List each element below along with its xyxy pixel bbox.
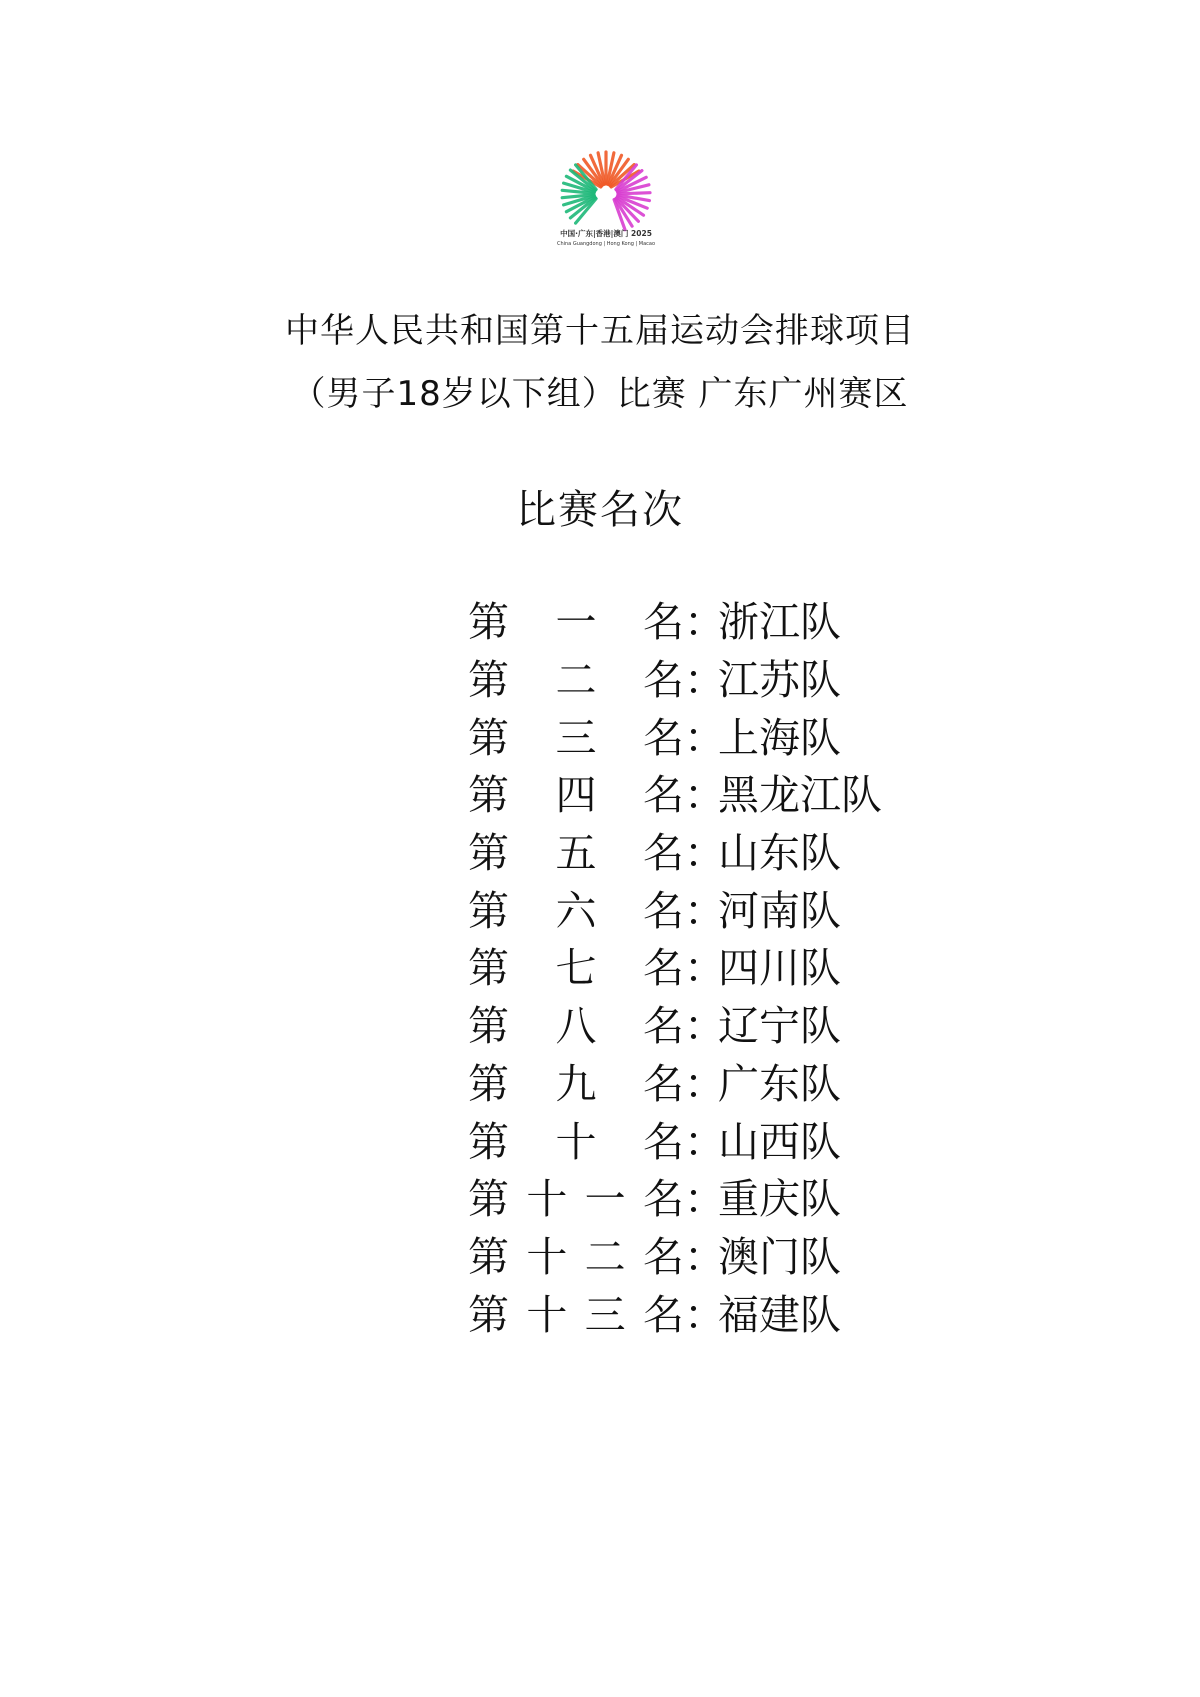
rank-separator: ： [684,944,725,993]
rank-separator: ： [684,886,725,935]
rank-team: 上海队 [718,713,841,762]
rank-label: 第十一名 [468,1175,684,1224]
rank-label: 第三名 [468,713,684,762]
rank-team: 重庆队 [718,1175,841,1224]
rank-label: 第七名 [468,944,684,993]
document-title-line-2: （男子18岁以下组）比赛 广东广州赛区 [291,374,909,414]
rank-team: 山东队 [718,829,841,878]
ranking-row [468,590,948,648]
rank-label: 第四名 [468,771,684,820]
rank-label: 第二名 [468,656,684,705]
rank-team: 辽宁队 [718,1002,841,1051]
rank-team: 澳门队 [718,1232,841,1281]
ranking-list [468,590,948,1340]
ranking-row [468,648,948,706]
rank-separator: ： [684,1059,725,1108]
rank-team: 广东队 [718,1059,841,1108]
rank-label: 第十三名 [468,1290,684,1339]
ranking-row [468,878,948,936]
rank-team: 河南队 [718,886,841,935]
rank-separator: ： [684,713,725,762]
logo-caption-cn: 中国·广东|香港|澳门 2025 [560,229,652,238]
rank-team: 四川队 [718,944,841,993]
rank-separator: ： [684,1232,725,1281]
ranking-row [468,1225,948,1283]
rank-team: 黑龙江队 [718,771,882,820]
rank-separator: ： [684,771,725,820]
rank-separator: ： [684,1117,725,1166]
rank-team: 江苏队 [718,656,841,705]
rank-team: 山西队 [718,1117,841,1166]
rank-separator: ： [684,656,725,705]
ranking-row [468,821,948,879]
rank-team: 浙江队 [718,598,841,647]
ranking-row [468,1109,948,1167]
ranking-row [468,705,948,763]
rank-label: 第九名 [468,1059,684,1108]
ranking-row [468,763,948,821]
logo-ray [618,193,650,194]
rank-separator: ： [684,829,725,878]
rank-label: 第一名 [468,598,684,647]
rank-label: 第十二名 [468,1232,684,1281]
ranking-row [468,936,948,994]
rank-label: 第五名 [468,829,684,878]
rank-separator: ： [684,1002,725,1051]
rank-team: 福建队 [718,1290,841,1339]
ranking-row [468,994,948,1052]
ranking-row [468,1282,948,1340]
ranking-row [468,1167,948,1225]
rank-separator: ： [684,598,725,647]
rank-label: 第六名 [468,886,684,935]
logo-caption-en: China Guangdong | Hong Kong | Macao [556,241,656,247]
games-logo [548,130,664,270]
ranking-row [468,1052,948,1110]
document-title-line-1: 中华人民共和国第十五届运动会排球项目 [285,311,915,351]
rank-label: 第十名 [468,1117,684,1166]
rank-separator: ： [684,1290,725,1339]
ranking-heading: 比赛名次 [516,487,684,533]
games-emblem-icon [548,130,664,270]
rank-label: 第八名 [468,1002,684,1051]
rank-separator: ： [684,1175,725,1224]
